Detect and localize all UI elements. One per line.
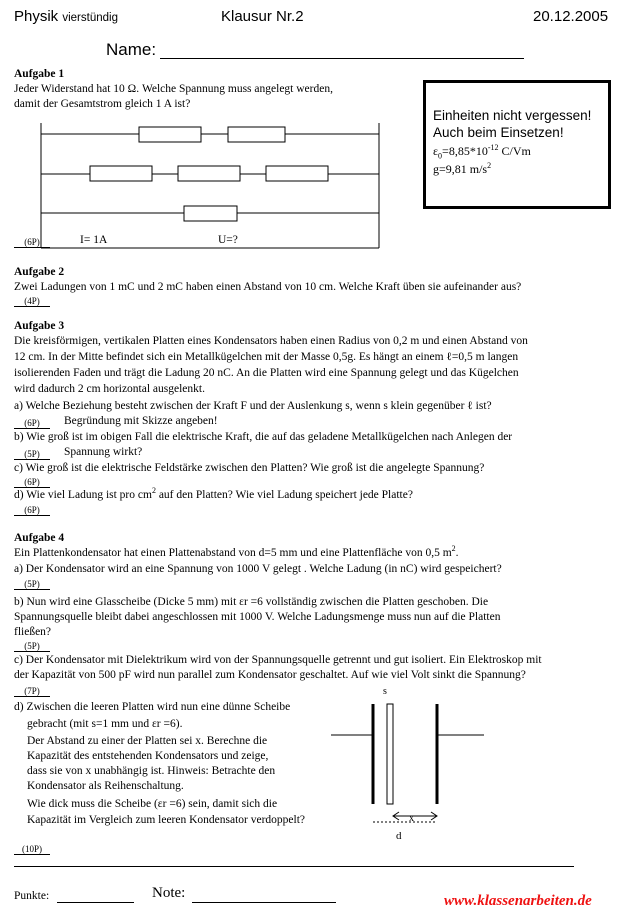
task3-question-c: c) Wie groß ist die elektrische Feldstärke zwischen den Platten? Wie groß ist die angelegte Spannung? (14, 462, 485, 474)
info-line2: Auch beim Einsetzen! (433, 125, 564, 140)
task3-line2: 12 cm. In der Mitte befindet sich ein Metallkügelchen mit der Masse 0,5g. Es hängt an einem ℓ=0,5 m langen (14, 351, 519, 363)
info-box (423, 80, 611, 209)
resistor-row2-a (90, 166, 152, 181)
task4-question-a: a) Der Kondensator wird an eine Spannung von 1000 V gelegt . Welche Ladung (in nC) wird gespeichert? (14, 563, 502, 575)
task3-c-points: (6P) (14, 477, 50, 488)
task1-line2: damit der Gesamtstrom gleich 1 A ist? (14, 98, 191, 110)
resistor-row2-b (178, 166, 240, 181)
resistor-row3 (184, 206, 237, 221)
resistor-row1-a (139, 127, 201, 142)
task4-b-points: (5P) (14, 641, 50, 652)
task1-voltage: U=? (218, 234, 238, 246)
task3-b-points: (5P) (14, 449, 50, 460)
task4-question-b3: fließen? (14, 626, 52, 638)
task3-line3: isolierenden Faden und trägt die Ladung 20 nC. An die Platten wird eine Spannung gelegt und das Kügelchen (14, 367, 519, 379)
task1-line1: Jeder Widerstand hat 10 Ω. Welche Spannung muss angelegt werden, (14, 83, 333, 95)
figure-label-d: d (396, 830, 402, 842)
task4-question-b1: b) Nun wird eine Glasscheibe (Dicke 5 mm) mit εr =6 vollständig zwischen die Platten geschoben. Die (14, 596, 489, 608)
task4-intro: Ein Plattenkondensator hat einen Plattenabstand von d=5 mm und eine Plattenfläche von 0,5 $m^2$. (14, 544, 459, 559)
footer-divider (14, 866, 574, 867)
grade-label: Note: (152, 885, 186, 901)
capacitor-diagram (328, 684, 488, 844)
task4-d-points: (10P) (14, 844, 50, 855)
task4-question-d8: Kapazität im Vergleich zum leeren Kondensator verdoppelt? (27, 814, 306, 826)
task2-line1: Zwei Ladungen von 1 mC und 2 mC haben einen Abstand von 10 cm. Welche Kraft üben sie aufeinander aus? (14, 281, 522, 293)
task4-question-b2: Spannungsquelle bleibt dabei angeschlossen mit 1000 V. Welche Ladungsmenge muss nun auf die Platten (14, 611, 501, 623)
task1-points: (6P) (14, 237, 50, 248)
task3-line1: Die kreisförmigen, vertikalen Platten eines Kondensators haben einen Radius von 0,2 m und einen Abstand von (14, 335, 528, 347)
task3-question-d: d) Wie viel Ladung ist pro $cm^2$ auf den Platten? Wie viel Ladung speichert jede Platte? (14, 486, 413, 501)
task3-title: Aufgabe 3 (14, 320, 65, 332)
task4-question-d2: gebracht (mit s=1 mm und εr =6). (27, 718, 183, 730)
resistor-row1-b (228, 127, 285, 142)
task4-question-d5: dass sie von x unabhängig ist. Hinweis: Betrachte den (27, 765, 276, 777)
task3-line4: wird dadurch 2 cm horizontal ausgelenkt. (14, 383, 205, 395)
figure-label-x: x (409, 813, 414, 824)
task4-question-d7: Wie dick muss die Scheibe (εr =6) sein, damit sich die (27, 798, 278, 810)
task4-question-d1: d) Zwischen die leeren Platten wird nun eine dünne Scheibe (14, 701, 291, 713)
task4-question-d4: Kapazität des entstehenden Kondensators und zeige, (27, 750, 269, 762)
task1-title: Aufgabe 1 (14, 68, 65, 80)
task1-current: I= 1A (80, 234, 108, 246)
task2-title: Aufgabe 2 (14, 266, 65, 278)
task2-points: (4P) (14, 296, 50, 307)
task3-a-points: (6P) (14, 418, 50, 429)
info-gravity: g=9,81 $m/s^2$ (433, 161, 492, 176)
figure-label-s: s (383, 686, 387, 697)
name-label: Name: (106, 40, 157, 59)
grade-field[interactable] (192, 902, 336, 903)
task4-question-c1: c) Der Kondensator mit Dielektrikum wird von der Spannungsquelle getrennt und gut isoliert. Ein Elektroskop mit (14, 654, 542, 666)
task4-question-d3: Der Abstand zu einer der Platten sei x. Berechne die (27, 735, 268, 747)
info-line1: Einheiten nicht vergessen! (433, 108, 592, 123)
subject: Physik vierstündig (14, 8, 118, 25)
task4-a-points: (5P) (14, 579, 50, 590)
points-label: Punkte: (14, 890, 50, 902)
task4-question-c2: der Kapazität von 500 pF wird nun parallel zum Kondensator geschaltet. Auf wie viel Volt sinkt die Spannung? (14, 669, 526, 681)
task3-question-a: a) Welche Beziehung besteht zwischen der Kraft F und der Auslenkung s, wenn s klein gegenüber ℓ ist? (14, 400, 492, 412)
subject-detail: vierstündig (62, 12, 118, 24)
task3-question-b: b) Wie groß ist im obigen Fall die elektrische Kraft, die auf das geladene Metallkügelchen nach Anlegen der (14, 431, 513, 443)
task3-d-points: (6P) (14, 505, 50, 516)
site-logo: www.klassenarbeiten.de (444, 893, 592, 909)
task4-c-points: (7P) (14, 686, 50, 697)
task3-a-note: Begründung mit Skizze angeben! (64, 415, 218, 427)
name-field[interactable] (160, 58, 524, 59)
exam-date: 20.12.2005 (533, 8, 609, 25)
task4-question-d6: Kondensator als Reihenschaltung. (27, 780, 184, 792)
task4-title: Aufgabe 4 (14, 532, 65, 544)
exam-title: Klausur Nr.2 (221, 8, 304, 25)
task3-b-note: Spannung wirkt? (64, 446, 143, 458)
resistor-row2-c (266, 166, 328, 181)
points-field[interactable] (57, 902, 134, 903)
info-epsilon: $\varepsilon_0=8,85*10^{-12}$ C/Vm (433, 143, 531, 161)
resistor-circuit-diagram (38, 120, 384, 250)
